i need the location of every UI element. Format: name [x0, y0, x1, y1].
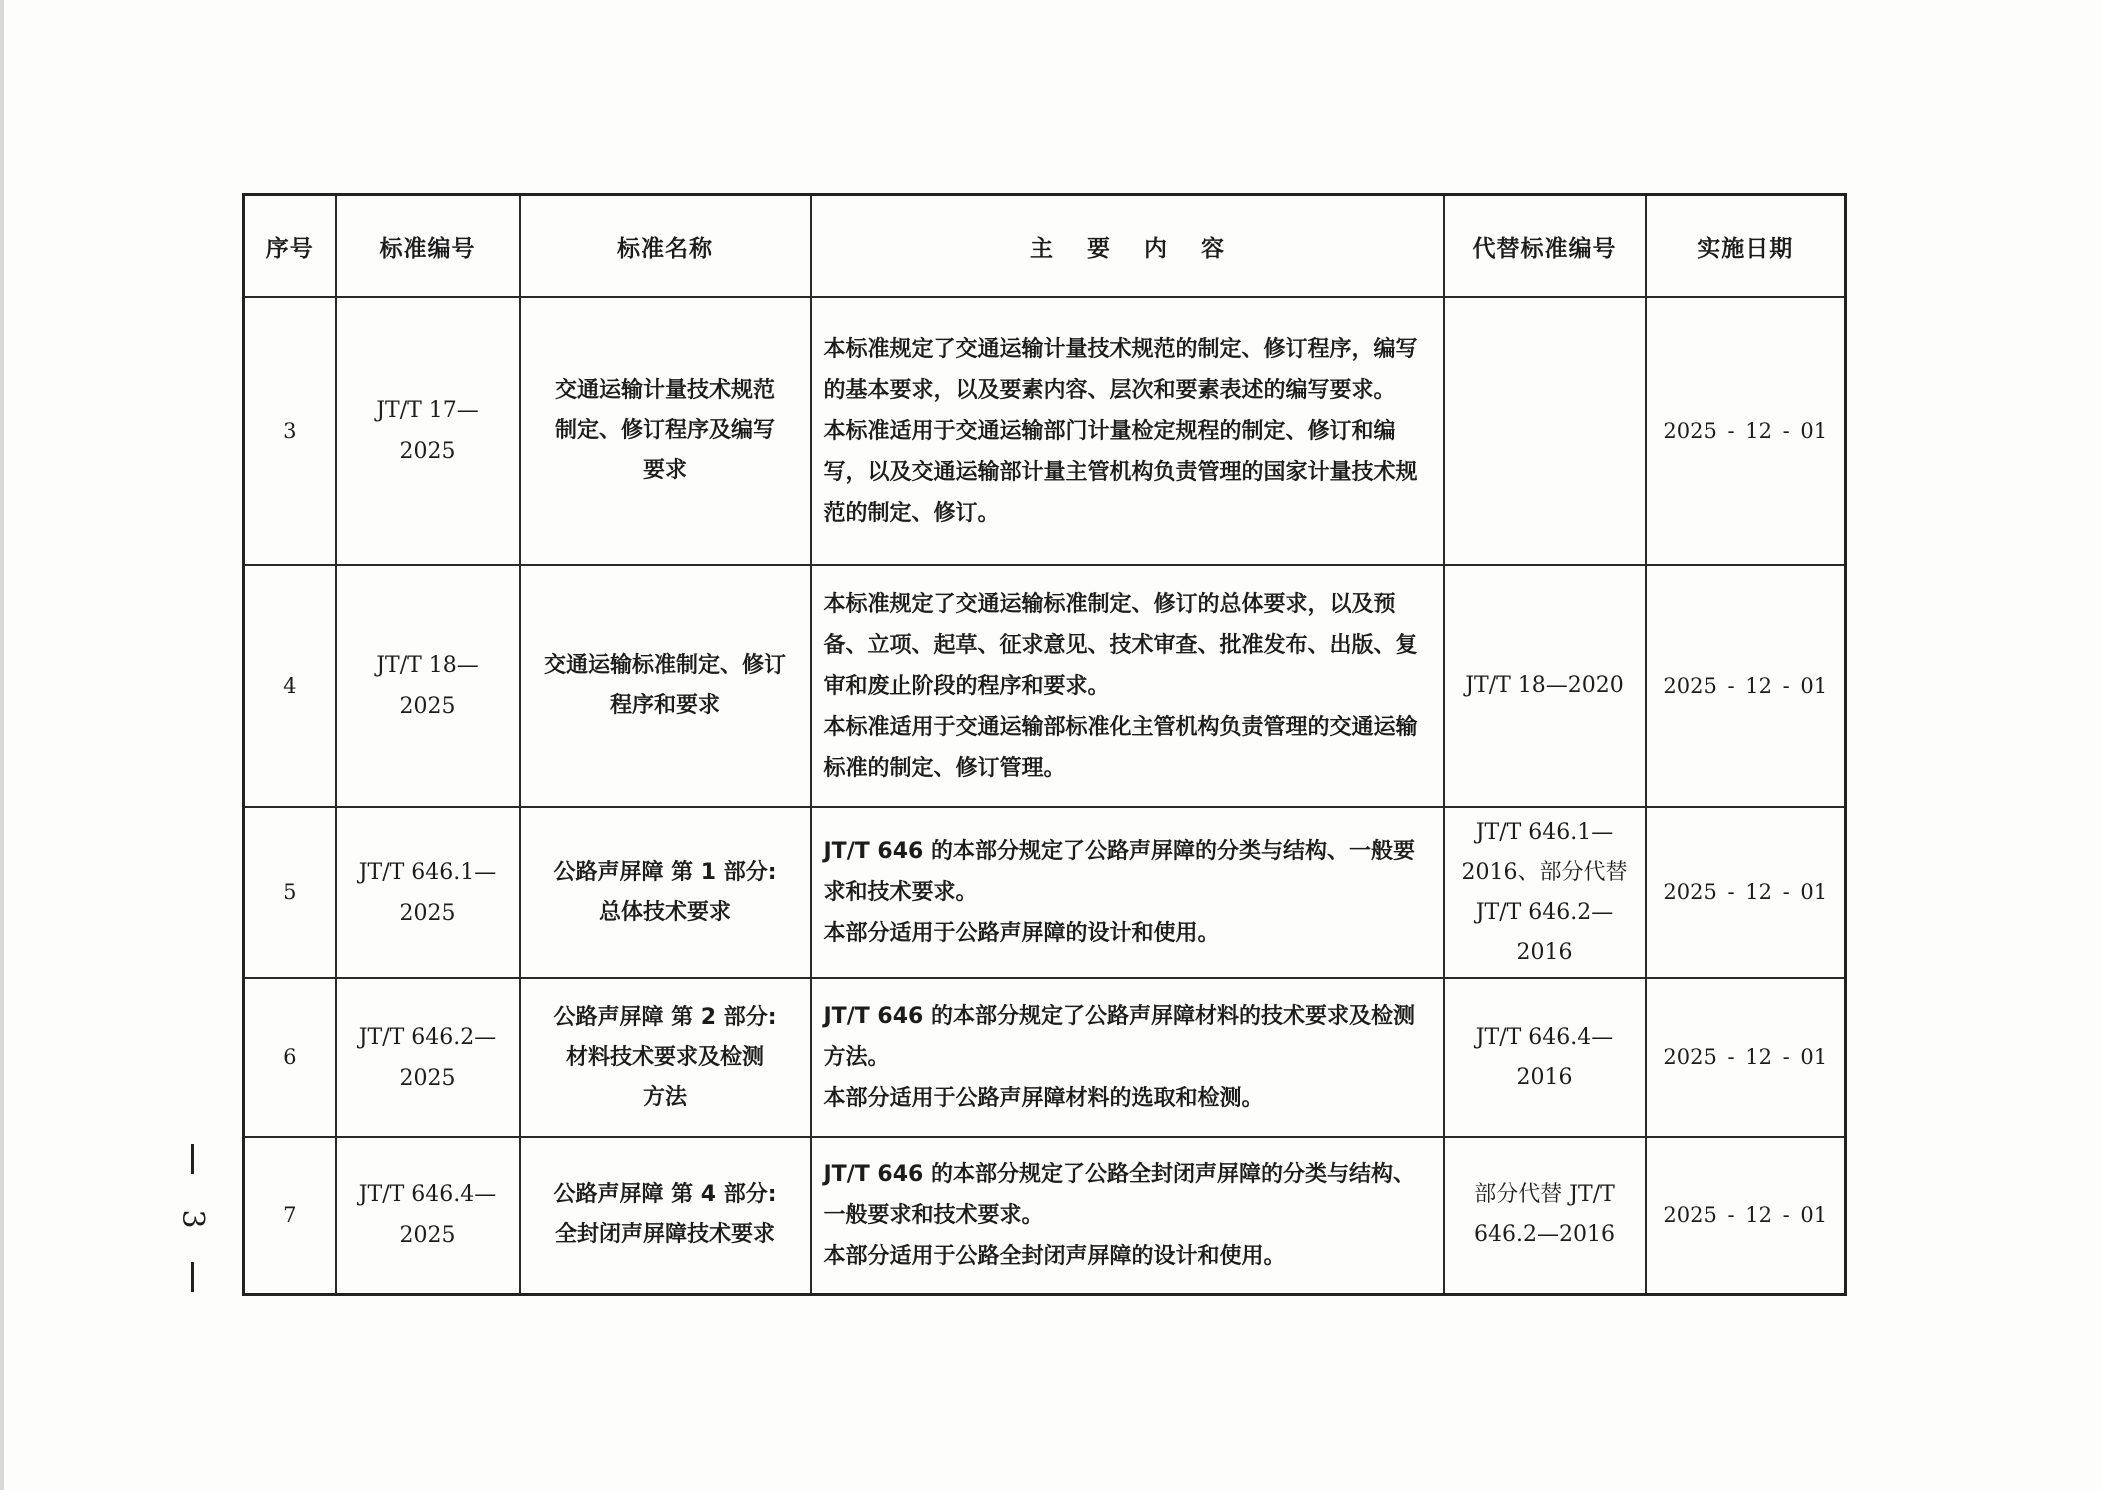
replaced-line: JT/T 646.4—: [1475, 1024, 1614, 1050]
replaced-line: 2016: [1516, 939, 1573, 965]
header-standard-code: 标准编号: [336, 195, 520, 298]
row-seq: 5: [244, 807, 336, 978]
content-paragraph: 本部分适用于公路声屏障材料的选取和检测。: [823, 1086, 1264, 1111]
code-line: 2025: [399, 1065, 456, 1091]
row-standard-code: [336, 978, 520, 1137]
row-main-content: [811, 978, 1444, 1137]
name-line: 公路声屏障 第 4 部分:: [553, 1182, 777, 1208]
name-line: 全封闭声屏障技术要求: [554, 1222, 775, 1248]
code-line: 2025: [399, 900, 456, 926]
row-main-content: [811, 807, 1444, 978]
standards-table: [242, 193, 1847, 1296]
name-line: 公路声屏障 第 1 部分:: [553, 859, 777, 885]
header-main-content: 主 要 内 容: [811, 195, 1444, 298]
row-replaced-code: [1444, 297, 1646, 565]
row-seq: 3: [244, 297, 336, 565]
page-number: [175, 1144, 211, 1294]
row-seq: 6: [244, 978, 336, 1137]
row-replaced-code: [1444, 807, 1646, 978]
replaced-line: JT/T 646.2—: [1475, 899, 1614, 925]
row-standard-code: [336, 807, 520, 978]
row-standard-name: [520, 978, 811, 1137]
row-effective-date: 2025 - 12 - 01: [1646, 1137, 1846, 1294]
header-seq: 序号: [244, 195, 336, 298]
row-standard-code: [336, 565, 520, 807]
replaced-line: JT/T 646.1—: [1475, 819, 1614, 845]
code-line: 2025: [399, 694, 456, 719]
row-replaced-code: [1444, 1137, 1646, 1294]
replaced-line: 646.2—2016: [1474, 1222, 1615, 1248]
row-standard-name: [520, 1137, 811, 1294]
replaced-line: 部分代替 JT/T: [1474, 1182, 1615, 1208]
table-row: [244, 297, 1846, 565]
row-replaced-code: [1444, 565, 1646, 807]
code-line: JT/T 18—: [376, 653, 479, 678]
code-line: 2025: [399, 439, 456, 464]
content-paragraph: 本标准适用于交通运输部门计量检定规程的制定、修订和编写，以及交通运输部计量主管机构负责管理的国家计量技术规范的制定、修订。: [823, 418, 1418, 526]
name-line: 制定、修订程序及编写: [554, 418, 775, 443]
name-line: 要求: [642, 458, 687, 483]
content-paragraph: 本部分适用于公路声屏障的设计和使用。: [823, 921, 1220, 946]
name-line: 交通运输计量技术规范: [554, 378, 775, 403]
table-row: [244, 807, 1846, 978]
header-standard-name: 标准名称: [520, 195, 811, 298]
replaced-line: JT/T 18—2020: [1465, 673, 1624, 698]
code-line: 2025: [399, 1223, 456, 1249]
header-effective-date: 实施日期: [1646, 195, 1846, 298]
row-seq: 4: [244, 565, 336, 807]
page-edge: [0, 0, 4, 1490]
content-paragraph: 本部分适用于公路全封闭声屏障的设计和使用。: [823, 1243, 1286, 1269]
header-replaced-code: 代替标准编号: [1444, 195, 1646, 298]
name-line: 材料技术要求及检测: [565, 1044, 764, 1070]
content-paragraph: JT/T 646 的本部分规定了公路声屏障材料的技术要求及检测方法。: [823, 1004, 1415, 1070]
row-effective-date: 2025 - 12 - 01: [1646, 978, 1846, 1137]
page-number-value: 3: [175, 1209, 211, 1229]
row-main-content: [811, 1137, 1444, 1294]
content-paragraph: 本标准规定了交通运输计量技术规范的制定、修订程序，编写的基本要求，以及要素内容、层次和要素表述的编写要求。: [823, 336, 1418, 403]
row-standard-name: [520, 807, 811, 978]
table-row: [244, 1137, 1846, 1294]
page-number-dash-bottom: [191, 1262, 194, 1292]
content-paragraph: JT/T 646 的本部分规定了公路声屏障的分类与结构、一般要求和技术要求。: [823, 839, 1415, 905]
replaced-line: 2016: [1516, 1064, 1573, 1090]
content-paragraph: 本标准适用于交通运输部标准化主管机构负责管理的交通运输标准的制定、修订管理。: [823, 714, 1418, 781]
name-line: 公路声屏障 第 2 部分:: [553, 1004, 777, 1030]
name-line: 交通运输标准制定、修订: [543, 653, 786, 678]
code-line: JT/T 17—: [376, 398, 479, 423]
row-standard-code: [336, 1137, 520, 1294]
content-paragraph: 本标准规定了交通运输标准制定、修订的总体要求，以及预备、立项、起草、征求意见、技术审查、批准发布、出版、复审和废止阶段的程序和要求。: [823, 591, 1418, 699]
row-standard-code: [336, 297, 520, 565]
row-main-content: [811, 297, 1444, 565]
row-effective-date: 2025 - 12 - 01: [1646, 807, 1846, 978]
page-number-dash-top: [191, 1144, 194, 1174]
row-standard-name: [520, 297, 811, 565]
table-row: [244, 978, 1846, 1137]
name-line: 程序和要求: [609, 693, 720, 718]
row-standard-name: [520, 565, 811, 807]
row-effective-date: 2025 - 12 - 01: [1646, 565, 1846, 807]
name-line: 总体技术要求: [598, 899, 731, 925]
row-main-content: [811, 565, 1444, 807]
code-line: JT/T 646.4—: [358, 1182, 497, 1208]
row-effective-date: 2025 - 12 - 01: [1646, 297, 1846, 565]
table-header-row: [244, 195, 1846, 298]
code-line: JT/T 646.2—: [358, 1024, 497, 1050]
row-seq: 7: [244, 1137, 336, 1294]
code-line: JT/T 646.1—: [358, 859, 497, 885]
content-paragraph: JT/T 646 的本部分规定了公路全封闭声屏障的分类与结构、一般要求和技术要求。: [823, 1161, 1415, 1228]
replaced-line: 2016、部分代替: [1461, 859, 1628, 885]
table-row: [244, 565, 1846, 807]
name-line: 方法: [642, 1084, 687, 1110]
row-replaced-code: [1444, 978, 1646, 1137]
